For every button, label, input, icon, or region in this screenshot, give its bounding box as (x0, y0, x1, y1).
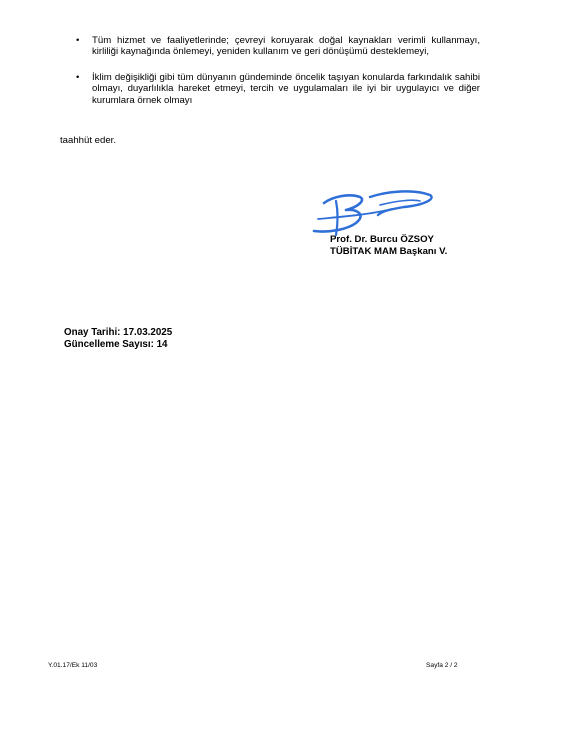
document-code: Y.01.17/Ek 11/03 (48, 662, 98, 669)
closing-statement: taahhüt eder. (60, 135, 117, 146)
approval-block (64, 327, 172, 351)
bullet-icon: • (76, 71, 80, 83)
bullet-icon: • (76, 35, 80, 46)
approval-date: Onay Tarihi: 17.03.2025 (64, 327, 173, 338)
list-item (76, 72, 480, 106)
revision-count: Güncelleme Sayısı: 14 (64, 338, 168, 350)
signer-block (330, 234, 447, 257)
list-item (76, 35, 480, 58)
commitment-list (76, 35, 480, 120)
page-number: Sayfa 2 / 2 (426, 662, 458, 669)
signer-name: Prof. Dr. Burcu ÖZSOY (330, 234, 434, 245)
list-item-text: Tüm hizmet ve faaliyetlerinde; çevreyi koruyarak doğal kaynakları verimli kullanmayı, kirliliği kaynağında önlemeyi, yeniden kullanım ve geri dönüşümü desteklemeyi, (92, 35, 480, 58)
signer-title: TÜBİTAK MAM Başkanı V. (330, 245, 448, 257)
list-item-text: İklim değişikliği gibi tüm dünyanın gündeminde öncelik taşıyan konularda farkındalık sahibi olmayı, duyarlılıkla hareket etmeyi, tercih ve uygulamaları ile iyi bir uygulayıcı ve diğer kurumlara örnek olmayı (92, 71, 480, 106)
